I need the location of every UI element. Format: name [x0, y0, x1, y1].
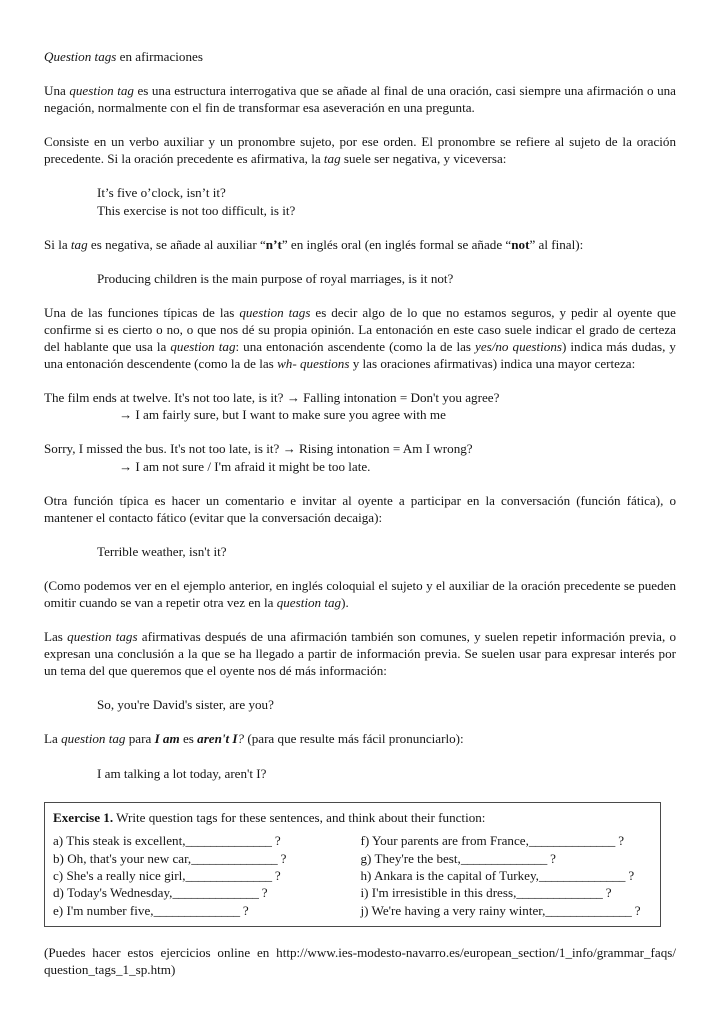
item-question-mark: ?: [634, 902, 641, 918]
text-run: ?: [237, 731, 245, 747]
example-producing-children: Producing children is the main purpose of royal marriages, is it not?: [97, 270, 454, 286]
text-run: ).: [341, 594, 349, 610]
text-run: ” en inglés oral (en inglés formal se añade “: [281, 236, 512, 252]
spacer: [44, 475, 676, 492]
answer-blank[interactable]: ______________: [153, 902, 240, 918]
example-talking-a-lot: I am talking a lot today, aren't I?: [97, 765, 267, 781]
document-body: [44, 48, 676, 978]
exercise-item[interactable]: [361, 902, 653, 919]
item-sentence: Oh, that's your new car,: [67, 850, 192, 866]
text-run: afirmativas después de una afirmación también son comunes, y suelen repetir información previa, o expresan una conclusión a la que se ha llegado a partir de información previa. Se suelen usar para expresar interés por un tema del que queremos que el oyente nos dé más información:: [44, 629, 676, 679]
text-run: Las: [44, 629, 68, 645]
item-sentence: Your parents are from France,: [372, 833, 529, 849]
item-label: b): [53, 850, 64, 866]
term-question-tags: question tags: [67, 629, 138, 645]
exercise-box: [44, 802, 661, 928]
footnote-suffix: ): [170, 962, 176, 978]
exercise-item[interactable]: [361, 884, 653, 901]
spacer: [44, 611, 676, 628]
item-label: e): [53, 902, 64, 918]
answer-blank[interactable]: ______________: [538, 867, 626, 883]
term-tag: tag: [323, 151, 341, 167]
text-run: (para que resulte más fácil pronunciarlo):: [244, 731, 464, 747]
item-label: h): [360, 867, 372, 883]
answer-blank[interactable]: ______________: [185, 867, 272, 883]
exercise-column-right: [353, 832, 653, 919]
paragraph-phatic-function: Otra función típica es hacer un comentario e invitar al oyente a participar en la conversación (función fática), o mantener el contacto fático (evitar que la conversación decaiga):: [44, 492, 676, 525]
text-run: Una de las funciones típicas de las: [44, 304, 240, 320]
text-run: es una estructura interrogativa que se añade al final de una oración, casi siempre una afirmación o una negación, normalmente con el fin de transformar esa aseveración en una pregunta.: [44, 83, 676, 116]
page-title: [44, 48, 676, 65]
text-run: (Como podemos ver en el ejemplo anterior, en inglés coloquial el sujeto y el auxiliar de la oración precedente se pueden omitir cuando se van a repetir otra vez en la: [44, 577, 676, 610]
text-run: Falling intonation = Don't you agree?: [299, 390, 500, 406]
term-question-tag: question tag: [61, 731, 126, 747]
exercise-title-label: Exercise 1.: [53, 809, 114, 825]
exercise-item[interactable]: [53, 850, 353, 867]
text-run: : una entonación ascendente (como la de las: [235, 339, 476, 355]
spacer: [44, 423, 676, 440]
item-question-mark: ?: [274, 833, 281, 849]
exercise-title: [53, 809, 652, 827]
page-title-italic: Question tags: [44, 49, 117, 64]
paragraph-definition: [44, 82, 676, 116]
item-label: j): [360, 902, 369, 918]
footnote-prefix: (Puedes hacer estos ejercicios online en: [44, 945, 277, 961]
term-tag: tag: [70, 236, 88, 252]
item-label: f): [360, 833, 370, 849]
spacer: [44, 116, 676, 133]
item-label: i): [360, 885, 369, 901]
example-missed-bus: [44, 440, 676, 457]
spacer: [44, 713, 676, 730]
exercise-item[interactable]: [53, 832, 353, 849]
example-this-exercise: This exercise is not too difficult, is it?: [97, 202, 296, 218]
item-sentence: They're the best,: [374, 850, 461, 866]
spacer: [44, 748, 676, 765]
item-question-mark: ?: [618, 833, 625, 849]
text-run: es negativa, se añade al auxiliar “: [87, 236, 266, 252]
item-sentence: This steak is excellent,: [66, 833, 186, 849]
text-run: Si la: [44, 236, 71, 252]
exercise-item[interactable]: [361, 832, 653, 849]
right-arrow-icon: →: [119, 407, 133, 423]
text-run: The film ends at twelve. It's not too late, is it?: [44, 390, 287, 406]
item-question-mark: ?: [261, 885, 268, 901]
exercise-item[interactable]: [53, 884, 353, 901]
answer-blank[interactable]: ______________: [528, 833, 615, 849]
emphasis-i-am: I am: [154, 731, 180, 747]
answer-blank[interactable]: ______________: [545, 902, 632, 918]
term-question-tags: question tags: [239, 304, 311, 320]
text-run: es decir algo de lo que no estamos seguros, y pedir al oyente que confirme si es cierto o no, o que nos dé su propia opinión. La entonación en este caso suele indicar el grado de certeza del hablante que usa la: [44, 304, 676, 355]
exercise-url-line2[interactable]: question_tags_1_sp.htm: [44, 962, 171, 978]
text-run: Consiste en un verbo auxiliar y un pronombre sujeto, por ese orden. El pronombre se refiere al sujeto de la oración precedente. Si la oración precedente es afirmativa, la: [44, 134, 676, 167]
item-label: d): [53, 885, 64, 901]
item-question-mark: ?: [605, 885, 612, 901]
exercise-item[interactable]: [361, 850, 653, 867]
item-label: c): [53, 867, 64, 883]
right-arrow-icon: →: [119, 458, 133, 474]
exercise-url-line1[interactable]: http://www.ies-modesto-navarro.es/european_section/1_info/grammar_faqs/: [276, 945, 676, 961]
text-run: La: [44, 731, 62, 747]
item-question-mark: ?: [550, 850, 556, 866]
spacer: [44, 287, 676, 304]
paragraph-structure: [44, 133, 676, 167]
text-run: I am fairly sure, but I want to make sure you agree with me: [132, 407, 446, 423]
example-five-oclock: It’s five o’clock, isn’t it?: [97, 185, 226, 201]
paragraph-negative-tag: [44, 236, 676, 253]
term-question-tag: question tag: [170, 339, 236, 355]
exercise-item[interactable]: [53, 902, 353, 919]
paragraph-omission: [44, 577, 676, 611]
text-run: es: [179, 731, 198, 747]
exercise-item[interactable]: [53, 867, 353, 884]
right-arrow-icon: →: [286, 390, 300, 406]
example-davids-sister: So, you're David's sister, are you?: [97, 697, 274, 713]
emphasis-nt: n’t: [265, 236, 282, 252]
item-label: g): [360, 850, 372, 866]
text-run: para: [125, 731, 155, 747]
text-run: ” al final):: [529, 236, 584, 252]
text-run: Rising intonation = Am I wrong?: [295, 441, 473, 457]
item-sentence: Today's Wednesday,: [66, 885, 173, 901]
answer-blank[interactable]: ______________: [185, 833, 272, 849]
spacer: [44, 679, 676, 696]
term-question-tag: question tag: [276, 594, 342, 610]
text-run: suele ser negativa, y viceversa:: [340, 151, 507, 167]
item-label: a): [53, 833, 64, 849]
exercise-column-left: [53, 832, 353, 919]
answer-blank[interactable]: ______________: [191, 850, 278, 866]
answer-blank[interactable]: ______________: [460, 850, 547, 866]
exercise-columns: [53, 832, 652, 919]
term-question-tag: question tag: [69, 83, 134, 99]
spacer: [44, 65, 676, 82]
item-question-mark: ?: [628, 867, 635, 883]
paragraph-intonation: [44, 304, 676, 372]
item-sentence: We're having a very rainy winter,: [371, 902, 546, 918]
text-run: Una: [44, 83, 70, 99]
item-sentence: She's a really nice girl,: [66, 867, 186, 883]
term-yes-no-questions: yes/no questions: [475, 339, 562, 355]
example-missed-bus-note: [44, 458, 676, 475]
example-terrible-weather: Terrible weather, isn't it?: [97, 543, 227, 559]
paragraph-affirmative-tags: [44, 628, 676, 679]
footnote-online-link: [44, 944, 676, 978]
item-sentence: I'm irresistible in this dress,: [371, 885, 517, 901]
item-sentence: I'm number five,: [66, 902, 154, 918]
text-run: I am not sure / I'm afraid it might be too late.: [132, 458, 371, 474]
spacer: [44, 253, 676, 270]
spacer: [44, 167, 676, 184]
answer-blank[interactable]: ______________: [172, 885, 259, 901]
text-run: Sorry, I missed the bus. It's not too late, is it?: [44, 441, 283, 457]
item-question-mark: ?: [274, 867, 281, 883]
item-sentence: Ankara is the capital of Turkey,: [373, 867, 539, 883]
example-film-ends: [44, 389, 676, 406]
exercise-title-instructions: Write question tags for these sentences, and think about their function:: [113, 809, 486, 825]
text-run: ) indica más dudas, y una entonación descendente (como la de las: [44, 339, 676, 372]
right-arrow-icon: →: [282, 441, 296, 457]
spacer: [44, 526, 676, 543]
spacer: [44, 219, 676, 236]
text-run: y las oraciones afirmativas) indica una mayor certeza:: [349, 356, 636, 372]
paragraph-i-am-arent-i: [44, 730, 676, 747]
spacer: [44, 372, 676, 389]
term-wh-questions: wh- questions: [277, 356, 350, 372]
emphasis-arent-i: aren't I: [197, 731, 238, 747]
exercise-item[interactable]: [361, 867, 653, 884]
item-question-mark: ?: [280, 850, 287, 866]
example-film-ends-note: [44, 406, 676, 423]
page-title-rest: en afirmaciones: [116, 49, 203, 64]
emphasis-not: not: [511, 236, 530, 252]
answer-blank[interactable]: ______________: [516, 885, 603, 901]
spacer: [44, 560, 676, 577]
item-question-mark: ?: [242, 902, 249, 918]
